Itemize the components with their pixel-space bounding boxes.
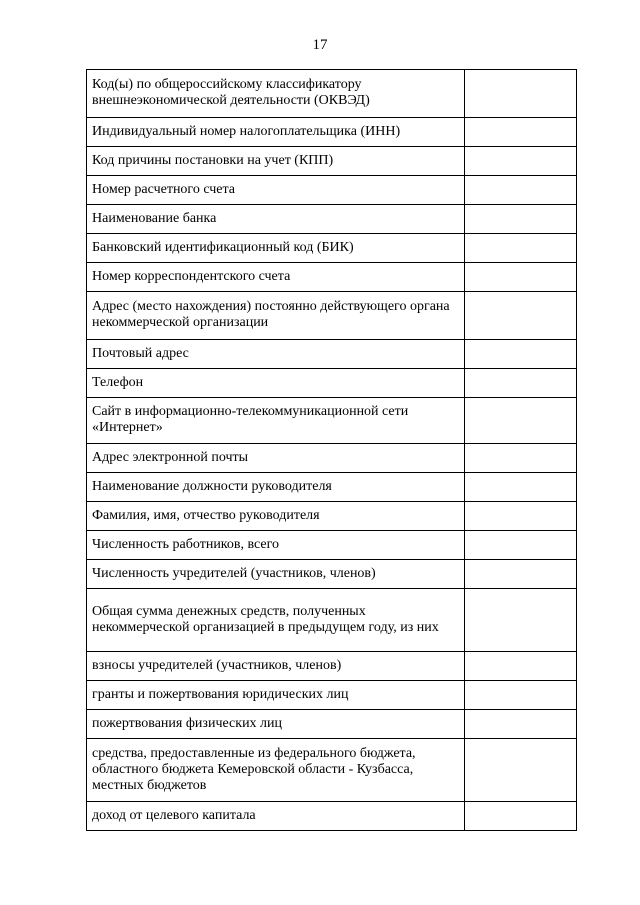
row-value-cell[interactable]: [465, 589, 577, 652]
row-label: Наименование должности руководителя: [87, 473, 465, 502]
row-label: Номер расчетного счета: [87, 176, 465, 205]
table-row: [87, 263, 577, 292]
table-row: [87, 589, 577, 652]
table-row: [87, 444, 577, 473]
table-row: [87, 652, 577, 681]
row-label: Номер корреспондентского счета: [87, 263, 465, 292]
row-value-cell[interactable]: [465, 292, 577, 340]
table-row: [87, 234, 577, 263]
row-value-cell[interactable]: [465, 531, 577, 560]
row-value-cell[interactable]: [465, 118, 577, 147]
table-row: [87, 205, 577, 234]
table-row: [87, 739, 577, 802]
row-label: Сайт в информационно-телекоммуникационной сети «Интернет»: [87, 398, 465, 444]
row-label: Банковский идентификационный код (БИК): [87, 234, 465, 263]
table-row: [87, 710, 577, 739]
row-label: Численность работников, всего: [87, 531, 465, 560]
table-row: [87, 118, 577, 147]
row-value-cell[interactable]: [465, 560, 577, 589]
table-row: [87, 531, 577, 560]
row-value-cell[interactable]: [465, 710, 577, 739]
row-label: Код причины постановки на учет (КПП): [87, 147, 465, 176]
row-label: гранты и пожертвования юридических лиц: [87, 681, 465, 710]
row-label: пожертвования физических лиц: [87, 710, 465, 739]
row-value-cell[interactable]: [465, 398, 577, 444]
table-row: [87, 560, 577, 589]
table-row: [87, 292, 577, 340]
table-row: [87, 473, 577, 502]
organization-info-table: [86, 69, 577, 831]
row-value-cell[interactable]: [465, 369, 577, 398]
row-label: взносы учредителей (участников, членов): [87, 652, 465, 681]
row-value-cell[interactable]: [465, 70, 577, 118]
row-value-cell[interactable]: [465, 502, 577, 531]
row-value-cell[interactable]: [465, 652, 577, 681]
row-value-cell[interactable]: [465, 176, 577, 205]
table-body: [87, 70, 577, 831]
table-row: [87, 340, 577, 369]
row-value-cell[interactable]: [465, 739, 577, 802]
row-value-cell[interactable]: [465, 147, 577, 176]
row-label: Адрес электронной почты: [87, 444, 465, 473]
row-value-cell[interactable]: [465, 263, 577, 292]
table-row: [87, 369, 577, 398]
row-label: Численность учредителей (участников, членов): [87, 560, 465, 589]
table-row: [87, 147, 577, 176]
row-label: Индивидуальный номер налогоплательщика (ИНН): [87, 118, 465, 147]
table-row: [87, 802, 577, 831]
row-value-cell[interactable]: [465, 340, 577, 369]
row-value-cell[interactable]: [465, 234, 577, 263]
row-value-cell[interactable]: [465, 681, 577, 710]
row-value-cell[interactable]: [465, 473, 577, 502]
row-label: Общая сумма денежных средств, полученных некоммерческой организацией в предыдущем году, из них: [87, 589, 465, 652]
row-label: Фамилия, имя, отчество руководителя: [87, 502, 465, 531]
row-value-cell[interactable]: [465, 802, 577, 831]
table-row: [87, 398, 577, 444]
table-row: [87, 502, 577, 531]
row-label: Телефон: [87, 369, 465, 398]
row-label: средства, предоставленные из федерального бюджета, областного бюджета Кемеровской области - Кузбасса, местных бюджетов: [87, 739, 465, 802]
row-label: Наименование банка: [87, 205, 465, 234]
row-label: Адрес (место нахождения) постоянно действующего органа некоммерческой организации: [87, 292, 465, 340]
table-row: [87, 70, 577, 118]
row-value-cell[interactable]: [465, 444, 577, 473]
table-row: [87, 681, 577, 710]
row-label: Код(ы) по общероссийскому классификатору внешнеэкономической деятельности (ОКВЭД): [87, 70, 465, 118]
page-number: 17: [312, 37, 328, 53]
row-label: доход от целевого капитала: [87, 802, 465, 831]
row-label: Почтовый адрес: [87, 340, 465, 369]
row-value-cell[interactable]: [465, 205, 577, 234]
table-row: [87, 176, 577, 205]
